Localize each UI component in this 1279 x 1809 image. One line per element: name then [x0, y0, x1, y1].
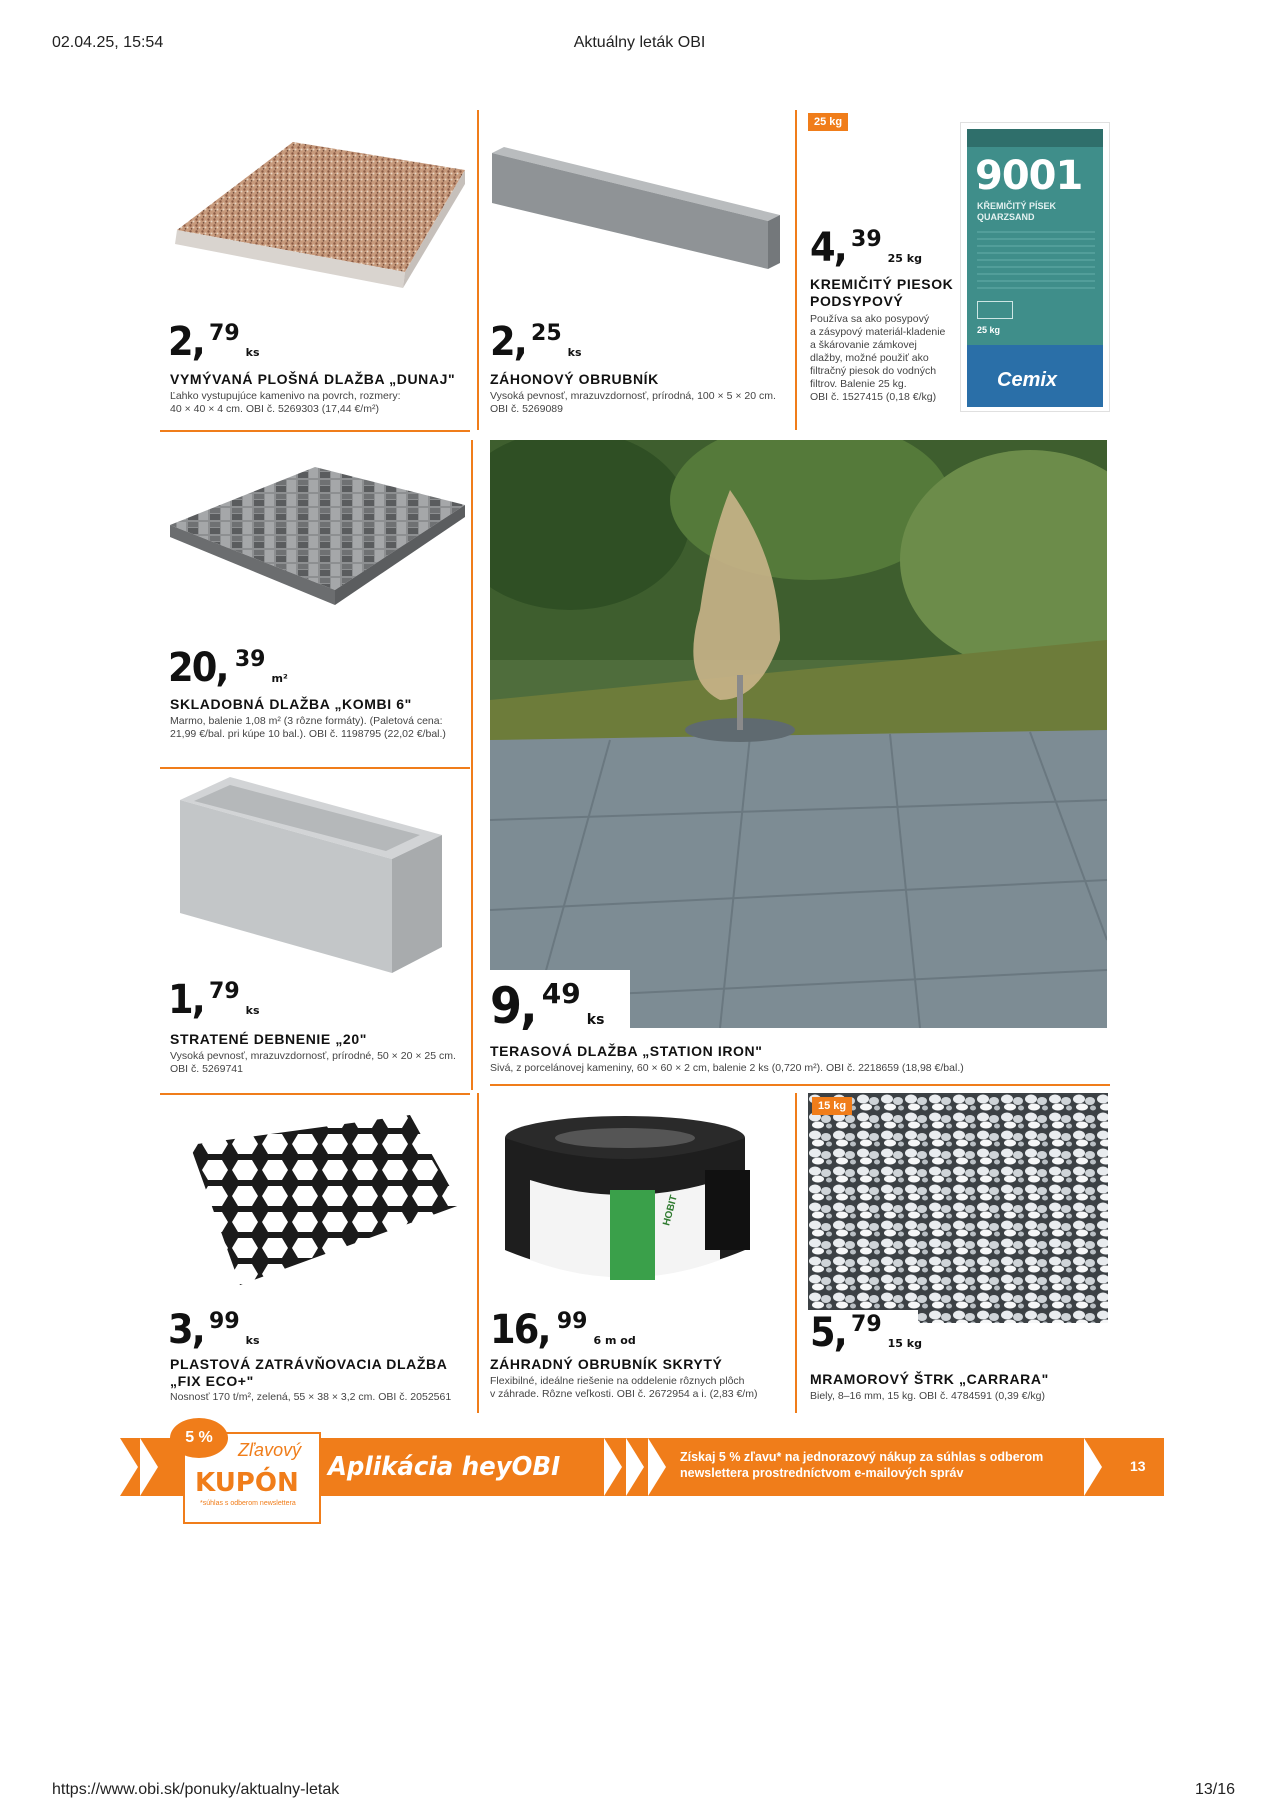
gravel-name: MRAMOROVÝ ŠTRK „CARRARA" [810, 1371, 1049, 1387]
weight-badge: 15 kg [812, 1097, 852, 1115]
sand-desc: Používa sa ako posypový [810, 313, 930, 325]
print-title: Aktuálny leták OBI [573, 34, 706, 51]
sand-desc: filtračný piesok do vodných [810, 365, 937, 377]
print-page-number: 13/16 [1195, 1781, 1236, 1798]
bag-weight: 25 kg [977, 325, 1001, 335]
edging-pack-brand: HOBIT [661, 1194, 680, 1227]
chevron-icon [120, 1438, 138, 1496]
sand-desc: a škárovanie zámkovej [810, 339, 917, 351]
curb-price: 2, 25 ks [490, 319, 582, 365]
chevron-icon [1084, 1438, 1102, 1496]
kombi-price: 20, 39 m² [168, 645, 288, 691]
bag-subtitle: KŘEMIČITÝ PÍSEK [977, 201, 1057, 211]
edging-price: 16, 99 6 m od [490, 1307, 636, 1353]
coupon-title: KUPÓN [195, 1468, 299, 1498]
grid-divider [471, 440, 473, 1090]
terrace-price: 9, 49 ks [490, 977, 605, 1035]
sand-name: KREMIČITÝ PIESOK [810, 276, 954, 292]
edging-name: ZÁHRADNÝ OBRUBNÍK SKRYTÝ [490, 1356, 723, 1372]
gravel-desc: Biely, 8–16 mm, 15 kg. OBI č. 4784591 (0,39 €/kg) [810, 1390, 1046, 1402]
sand-desc: a zásypový materiál-kladenie [810, 326, 946, 338]
grass-grid-desc: Nosnosť 170 t/m², zelená, 55 × 38 × 3,2 cm. OBI č. 2052561 [170, 1391, 452, 1403]
grass-grid-name: „FIX ECO+" [170, 1373, 254, 1389]
dunaj-tile-image [165, 140, 465, 310]
kombi-name: SKLADOBNÁ DLAŽBA „KOMBI 6" [170, 696, 412, 712]
dunaj-desc: 40 × 40 × 4 cm. OBI č. 5269303 (17,44 €/m²) [170, 403, 379, 415]
chevron-icon [648, 1438, 666, 1496]
sand-desc: dlažby, možné použiť ako [810, 352, 929, 364]
kombi-desc: Marmo, balenie 1,08 m² (3 rôzne formáty). (Paletová cena: [170, 715, 443, 727]
terrace-photo [490, 440, 1107, 1035]
grid-divider [477, 110, 479, 430]
bag-icon-box [977, 301, 1013, 319]
app-promo-title[interactable]: Aplikácia heyOBI [328, 1452, 561, 1482]
bag-top-strip [967, 129, 1103, 147]
chevron-icon [604, 1438, 622, 1496]
formwork-price: 1, 79 ks [168, 977, 260, 1023]
curb-desc: OBI č. 5269089 [490, 403, 563, 415]
coupon-label: Zľavový [238, 1440, 302, 1460]
garden-edging-image [500, 1110, 770, 1310]
edging-desc: v záhrade. Rôzne veľkosti. OBI č. 2672954 a i. (2,83 €/m) [490, 1388, 758, 1400]
grass-grid-image [170, 1105, 470, 1310]
bag-code: 9001 [975, 153, 1083, 199]
flyer-page-number: 13 [1130, 1458, 1146, 1474]
formwork-desc: Vysoká pevnosť, mrazuvzdornosť, prírodné, 50 × 20 × 25 cm. [170, 1050, 456, 1062]
sand-price: 4, 39 25 kg [810, 225, 922, 271]
coupon-note: *súhlas s odberom newslettera [200, 1500, 296, 1507]
grid-divider [160, 430, 470, 432]
terrace-desc: Sivá, z porcelánovej kameniny, 60 × 60 × 2 cm, balenie 2 ks (0,720 m²). OBI č. 2218659 (18,98 €/bal.) [490, 1062, 964, 1074]
offer-text: Získaj 5 % zľavu* na jednorazový nákup za súhlas s odberom [680, 1450, 1044, 1464]
grid-divider [477, 1093, 479, 1413]
formwork-desc: OBI č. 5269741 [170, 1063, 243, 1075]
dunaj-price: 2, 79 ks [168, 319, 260, 365]
print-datetime: 02.04.25, 15:54 [52, 34, 164, 51]
marble-gravel-image [808, 1093, 1108, 1323]
curb-name: ZÁHONOVÝ OBRUBNÍK [490, 371, 659, 387]
grid-divider [490, 1084, 1110, 1086]
offer-text: newslettera prostredníctvom e-mailových správ [680, 1466, 964, 1480]
curb-desc: Vysoká pevnosť, mrazuvzdornosť, prírodná, 100 × 5 × 20 cm. [490, 390, 776, 402]
dunaj-desc: Ľahko vystupujúce kamenivo na povrch, rozmery: [170, 390, 401, 402]
grass-grid-price: 3, 99 ks [168, 1307, 260, 1353]
grass-grid-name: PLASTOVÁ ZATRÁVŇOVACIA DLAŽBA [170, 1356, 448, 1372]
bag-brand-logo: Cemix [997, 369, 1058, 391]
print-url[interactable]: https://www.obi.sk/ponuky/aktualny-letak [52, 1781, 340, 1798]
formwork-block-image [180, 775, 450, 975]
grid-divider [795, 110, 797, 430]
bag-fine-print [977, 231, 1095, 291]
dunaj-name: VYMÝVANÁ PLOŠNÁ DLAŽBA „DUNAJ" [170, 371, 456, 387]
sand-desc: filtrov. Balenie 25 kg. [810, 378, 907, 390]
kombi-paving-image [165, 465, 465, 625]
formwork-name: STRATENÉ DEBNENIE „20" [170, 1031, 367, 1047]
curb-stone-image [490, 145, 785, 275]
grid-divider [160, 1093, 470, 1095]
coupon-percent: 5 % [170, 1418, 228, 1458]
edging-desc: Flexibilné, ideálne riešenie na oddelenie rôznych plôch [490, 1375, 745, 1387]
chevron-icon [140, 1438, 158, 1496]
chevron-icon [626, 1438, 644, 1496]
sand-bag-image [960, 122, 1110, 412]
grid-divider [795, 1093, 797, 1413]
terrace-name: TERASOVÁ DLAŽBA „STATION IRON" [490, 1043, 763, 1059]
sand-name: PODSYPOVÝ [810, 293, 904, 309]
gravel-price: 5, 79 15 kg [810, 1310, 922, 1356]
sand-desc: OBI č. 1527415 (0,18 €/kg) [810, 391, 937, 403]
grid-divider [160, 767, 470, 769]
kombi-desc: 21,99 €/bal. pri kúpe 10 bal.). OBI č. 1198795 (22,02 €/bal.) [170, 728, 446, 740]
weight-badge: 25 kg [808, 113, 848, 131]
bag-subtitle: QUARZSAND [977, 212, 1035, 222]
